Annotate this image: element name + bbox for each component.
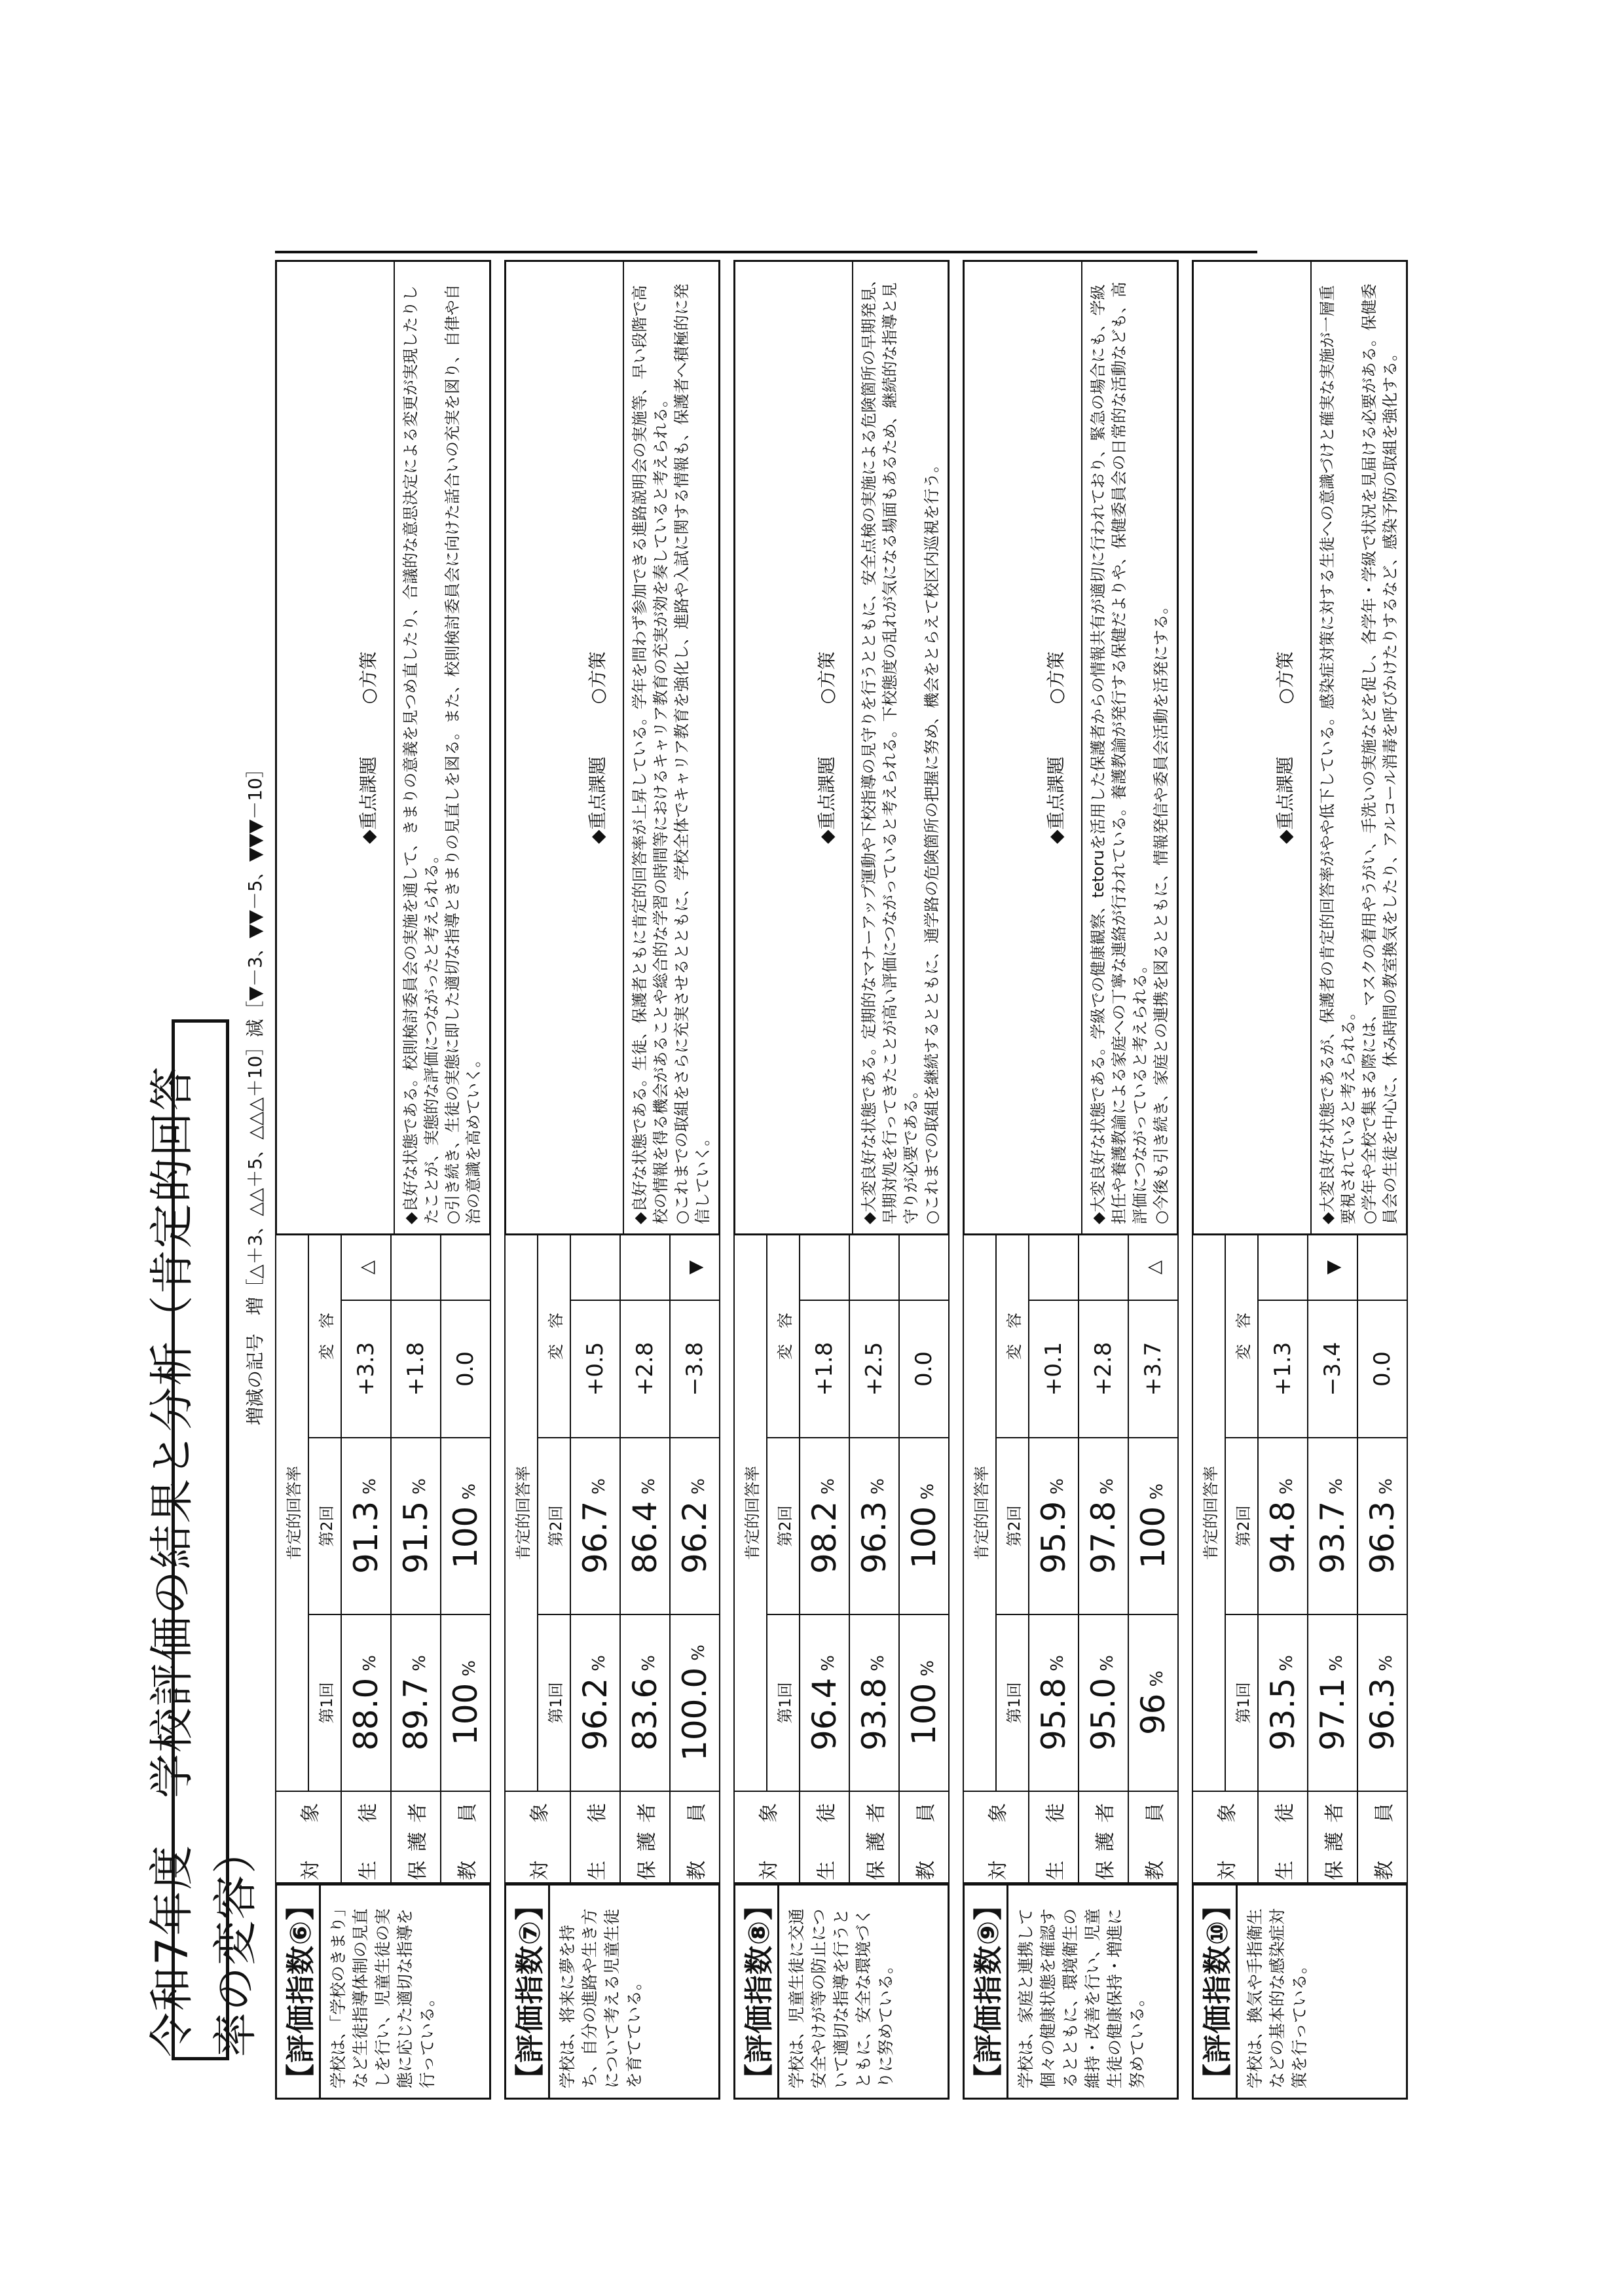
percent-unit: % xyxy=(1098,1478,1117,1495)
rate-row xyxy=(391,1235,441,1883)
evaluation-section xyxy=(504,260,720,2100)
change-symbol xyxy=(391,1235,441,1300)
change-value: +3.3 xyxy=(341,1300,391,1438)
round1-header: 第1回 xyxy=(1225,1614,1258,1791)
change-symbol xyxy=(1029,1235,1079,1300)
round1-value: 95.0 xyxy=(1084,1677,1122,1751)
percent-unit: % xyxy=(410,1654,430,1671)
plans-label: ○方策 xyxy=(1274,651,1296,704)
round2-value: 100 xyxy=(1134,1506,1172,1569)
percent-unit: % xyxy=(1277,1478,1297,1495)
change-header: 変 容 xyxy=(538,1235,570,1438)
percent-unit: % xyxy=(918,1483,938,1500)
target-cell: 保護者 xyxy=(1308,1791,1357,1883)
analysis-panel xyxy=(733,260,950,1235)
evaluation-section xyxy=(1192,260,1408,2100)
percent-unit: % xyxy=(819,1654,838,1671)
analysis-body xyxy=(853,262,948,1233)
target-cell: 生 徒 xyxy=(1029,1791,1079,1883)
rate-row xyxy=(341,1235,391,1883)
percent-unit: % xyxy=(639,1654,659,1671)
issues-label: ◆重点課題 xyxy=(358,756,379,844)
analysis-issue: ◆良好な状態である。生徒、保護者ともに肯定的回答率が上昇している。学年を問わず参加できる進路説明会の実施等、早い段階で高校の情報を得る機会があることや総合的な学習の時間等におけるキャリア教育の充実が効を奏していると考えられる。 xyxy=(631,285,670,1224)
percent-unit: % xyxy=(1327,1654,1346,1671)
percent-unit: % xyxy=(918,1660,938,1677)
rate-row xyxy=(1029,1235,1079,1883)
section-description: 学校は、将来に夢を持ち、自分の進路や生き方について考える児童生徒を育てている。 xyxy=(550,1884,720,2100)
round1-value: 93.5 xyxy=(1264,1677,1302,1751)
round2-cell xyxy=(620,1438,670,1614)
section-description: 学校は、換気や手指衛生などの基本的な感染症対策を行っている。 xyxy=(1238,1884,1408,2100)
target-cell: 教 員 xyxy=(670,1791,720,1883)
round1-value: 96 xyxy=(1134,1693,1172,1736)
target-header: 対 象 xyxy=(1192,1791,1258,1883)
change-symbol: ▼ xyxy=(670,1235,720,1300)
percent-unit: % xyxy=(819,1478,838,1495)
round2-value: 96.3 xyxy=(1363,1501,1401,1575)
change-value: +2.8 xyxy=(1079,1300,1128,1438)
rate-header: 肯定的回答率 xyxy=(505,1235,538,1791)
analysis-header xyxy=(277,262,395,1233)
analysis-header xyxy=(506,262,624,1233)
section-heading: 【評価指数⑩】 xyxy=(1192,1884,1238,2100)
rate-row xyxy=(1258,1235,1308,1883)
round1-cell xyxy=(570,1614,620,1791)
round1-cell xyxy=(800,1614,849,1791)
page-title: 令和7年度 学校評価の結果と分析（肯定的回答率の変容） xyxy=(172,1019,229,2060)
round1-value: 96.4 xyxy=(805,1677,843,1751)
percent-unit: % xyxy=(1147,1483,1167,1500)
percent-unit: % xyxy=(1376,1478,1396,1495)
analysis-panel xyxy=(504,260,720,1235)
issues-label: ◆重点課題 xyxy=(587,756,608,844)
section-heading: 【評価指数⑦】 xyxy=(504,1884,550,2100)
round1-header: 第1回 xyxy=(996,1614,1029,1791)
round1-value: 89.7 xyxy=(397,1677,435,1751)
change-header: 変 容 xyxy=(767,1235,800,1438)
analysis-issue: ◆良好な状態である。校則検討委員会の実施を通して、きまりの意義を見つめ直したり、合議的な意思決定による変更が実現したりしたことが、実態的な評価につながったと考えられる。 xyxy=(401,285,441,1224)
percent-unit: % xyxy=(1327,1478,1346,1495)
percent-unit: % xyxy=(1277,1654,1297,1671)
section-heading: 【評価指数⑨】 xyxy=(963,1884,1008,2100)
percent-unit: % xyxy=(639,1478,659,1495)
percent-unit: % xyxy=(589,1478,609,1495)
target-cell: 教 員 xyxy=(899,1791,949,1883)
round2-value: 91.5 xyxy=(397,1501,435,1575)
target-cell: 保護者 xyxy=(391,1791,441,1883)
analysis-panel xyxy=(1192,260,1408,1235)
rate-row xyxy=(570,1235,620,1883)
percent-unit: % xyxy=(689,1478,709,1495)
analysis-issue: ◆大変良好な状態である。定期的なマナーアップ運動や下校指導の見守りを行うとともに、安全点検の実施による危険箇所の早期発見、早期対処を行ってきたことが高い評価につながっていると考えられる。下校態度の乱れが気になる場面もあるため、継続的な指導と見守りが必要である。 xyxy=(860,271,920,1224)
round2-value: 96.7 xyxy=(576,1501,614,1575)
change-value: −3.4 xyxy=(1308,1300,1357,1438)
round1-value: 96.2 xyxy=(576,1677,614,1751)
round1-value: 100 xyxy=(447,1683,485,1746)
change-symbol-legend: 増減の記号 増［△＋3、△△＋5、△△△＋10］減［▼－3、▼▼－5、▼▼▼－10］ xyxy=(244,759,266,1425)
analysis-body xyxy=(1312,262,1406,1233)
round1-value: 97.1 xyxy=(1314,1677,1352,1751)
target-cell: 生 徒 xyxy=(341,1791,391,1883)
round2-value: 93.7 xyxy=(1314,1501,1352,1575)
target-cell: 保護者 xyxy=(849,1791,899,1883)
percent-unit: % xyxy=(1147,1670,1167,1687)
change-symbol xyxy=(849,1235,899,1300)
section-description: 学校は、「学校のきまり」など生徒指導体制の見直しを行い、児童生徒の実態に応じた適切な指導を行っている。 xyxy=(321,1884,491,2100)
change-value: +1.8 xyxy=(391,1300,441,1438)
analysis-header xyxy=(1194,262,1312,1233)
round1-cell xyxy=(670,1614,720,1791)
change-symbol xyxy=(1079,1235,1128,1300)
round1-cell xyxy=(391,1614,441,1791)
round2-cell xyxy=(441,1438,490,1614)
round2-value: 100 xyxy=(905,1506,943,1569)
rate-table xyxy=(504,1234,720,1884)
round2-cell xyxy=(1029,1438,1079,1614)
change-value: −3.8 xyxy=(670,1300,720,1438)
round1-cell xyxy=(899,1614,949,1791)
percent-unit: % xyxy=(1048,1654,1067,1671)
target-header: 対 象 xyxy=(963,1791,1029,1883)
round2-cell xyxy=(800,1438,849,1614)
rate-row xyxy=(1128,1235,1178,1883)
round2-value: 97.8 xyxy=(1084,1501,1122,1575)
round2-cell xyxy=(670,1438,720,1614)
round2-value: 96.2 xyxy=(676,1501,714,1575)
round2-cell xyxy=(1357,1438,1407,1614)
round2-cell xyxy=(570,1438,620,1614)
round2-value: 95.9 xyxy=(1035,1501,1073,1575)
round1-value: 100.0 xyxy=(676,1667,714,1761)
target-header: 対 象 xyxy=(505,1791,570,1883)
rate-header: 肯定的回答率 xyxy=(734,1235,767,1791)
target-cell: 生 徒 xyxy=(1258,1791,1308,1883)
rate-row xyxy=(1308,1235,1357,1883)
rate-row xyxy=(800,1235,849,1883)
round2-value: 94.8 xyxy=(1264,1501,1302,1575)
round1-value: 83.6 xyxy=(626,1677,664,1751)
round1-cell xyxy=(341,1614,391,1791)
change-symbol: ▼ xyxy=(1308,1235,1357,1300)
percent-unit: % xyxy=(460,1660,479,1677)
round1-cell xyxy=(849,1614,899,1791)
round1-cell xyxy=(1128,1614,1178,1791)
round2-cell xyxy=(899,1438,949,1614)
percent-unit: % xyxy=(868,1654,888,1671)
target-header: 対 象 xyxy=(276,1791,341,1883)
analysis-plan: ○これまでの取組を継続するとともに、通学路の危険箇所の把握に努め、機会をとらえて校区内巡視を行う。 xyxy=(923,457,941,1224)
change-symbol xyxy=(1357,1235,1407,1300)
round2-cell xyxy=(849,1438,899,1614)
evaluation-section xyxy=(733,260,950,2100)
change-symbol xyxy=(570,1235,620,1300)
analysis-plan: ○引き続き、生徒の実態に即した適切な指導ときまりの見直しを図る。また、校則検討委員会に向けた話合いの充実を図り、自律や自治の意識を高めていく。 xyxy=(443,284,483,1224)
section-description: 学校は、児童生徒に交通安全やけが等の防止について適切な指導を行うとともに、安全な環境づくりに努めている。 xyxy=(779,1884,950,2100)
rate-table xyxy=(963,1234,1179,1884)
target-header: 対 象 xyxy=(734,1791,800,1883)
round1-header: 第1回 xyxy=(308,1614,341,1791)
analysis-panel xyxy=(963,260,1179,1235)
change-header: 変 容 xyxy=(308,1235,341,1438)
percent-unit: % xyxy=(360,1654,380,1671)
percent-unit: % xyxy=(410,1478,430,1495)
round2-cell xyxy=(1258,1438,1308,1614)
round2-header: 第2回 xyxy=(1225,1438,1258,1614)
plans-label: ○方策 xyxy=(1045,651,1067,704)
section-heading: 【評価指数⑥】 xyxy=(275,1884,321,2100)
percent-unit: % xyxy=(1376,1654,1396,1671)
plans-label: ○方策 xyxy=(358,651,379,704)
round1-header: 第1回 xyxy=(538,1614,570,1791)
plans-label: ○方策 xyxy=(587,651,608,704)
change-header: 変 容 xyxy=(1225,1235,1258,1438)
rate-table xyxy=(275,1234,491,1884)
change-value: 0.0 xyxy=(1357,1300,1407,1438)
rate-table xyxy=(733,1234,950,1884)
change-value: 0.0 xyxy=(441,1300,490,1438)
evaluation-section xyxy=(963,260,1179,2100)
round1-cell xyxy=(1258,1614,1308,1791)
round1-cell xyxy=(1357,1614,1407,1791)
plans-label: ○方策 xyxy=(816,651,838,704)
change-value: +3.7 xyxy=(1128,1300,1178,1438)
round1-value: 93.8 xyxy=(855,1677,893,1751)
rate-header: 肯定的回答率 xyxy=(1192,1235,1225,1791)
round2-header: 第2回 xyxy=(308,1438,341,1614)
round2-cell xyxy=(1079,1438,1128,1614)
round2-header: 第2回 xyxy=(996,1438,1029,1614)
analysis-header xyxy=(735,262,853,1233)
percent-unit: % xyxy=(1098,1654,1117,1671)
analysis-body xyxy=(1082,262,1177,1233)
round2-value: 86.4 xyxy=(626,1501,664,1575)
change-symbol xyxy=(620,1235,670,1300)
change-header: 変 容 xyxy=(996,1235,1029,1438)
round1-value: 95.8 xyxy=(1035,1677,1073,1751)
section-description: 学校は、家庭と連携して個々の健康状態を確認するとともに、環境衛生の維持・改善を行い、児童生徒の健康保持・増進に努めている。 xyxy=(1008,1884,1179,2100)
change-symbol xyxy=(899,1235,949,1300)
issues-label: ◆重点課題 xyxy=(1274,756,1296,844)
round1-cell xyxy=(441,1614,490,1791)
round2-cell xyxy=(1128,1438,1178,1614)
analysis-issue: ◆大変良好な状態である。学級での健康観察、tetoruを活用した保護者からの情報共有が適切に行われており、緊急の場合にも、学級担任や養護教諭による家庭への丁寧な連絡が行われている。養護教諭が発行する保健だよりや、保健委員会の日常的な活動なども、高評価につながっていると考えられる。 xyxy=(1089,282,1149,1224)
target-cell: 教 員 xyxy=(1357,1791,1407,1883)
round1-header: 第1回 xyxy=(767,1614,800,1791)
change-value: +1.3 xyxy=(1258,1300,1308,1438)
change-value: +0.5 xyxy=(570,1300,620,1438)
round2-value: 96.3 xyxy=(855,1501,893,1575)
percent-unit: % xyxy=(868,1478,888,1495)
round2-cell xyxy=(391,1438,441,1614)
round2-value: 98.2 xyxy=(805,1501,843,1575)
rate-row xyxy=(849,1235,899,1883)
round1-cell xyxy=(1029,1614,1079,1791)
change-symbol: △ xyxy=(1128,1235,1178,1300)
percent-unit: % xyxy=(689,1645,709,1661)
right-border-line xyxy=(275,251,1257,253)
analysis-panel xyxy=(275,260,491,1235)
round2-cell xyxy=(341,1438,391,1614)
analysis-plan: ○これまでの取組をさらに充実させるとともに、学校全体でキャリア教育を強化し、進路や入試に関する情報も、保護者へ積極的に発信していく。 xyxy=(673,283,712,1224)
rate-row xyxy=(670,1235,720,1883)
change-value: +2.5 xyxy=(849,1300,899,1438)
change-symbol: △ xyxy=(341,1235,391,1300)
round1-cell xyxy=(1079,1614,1128,1791)
rate-header: 肯定的回答率 xyxy=(963,1235,996,1791)
section-heading: 【評価指数⑧】 xyxy=(733,1884,779,2100)
rate-row xyxy=(441,1235,490,1883)
target-cell: 生 徒 xyxy=(570,1791,620,1883)
target-cell: 教 員 xyxy=(441,1791,490,1883)
change-value: +0.1 xyxy=(1029,1300,1079,1438)
analysis-body xyxy=(395,262,489,1233)
round1-cell xyxy=(620,1614,670,1791)
analysis-plan: ○今後も引き続き、家庭との連携を図るとともに、情報発信や委員会活動を活発にする。 xyxy=(1152,598,1170,1224)
change-symbol xyxy=(1258,1235,1308,1300)
round2-cell xyxy=(1308,1438,1357,1614)
evaluation-section xyxy=(275,260,491,2100)
analysis-plan: ○学年や全校で集まる際には、マスクの着用やうがい、手洗いの実施などを促し、各学年・学級で状況を見届ける必要がある。保健委員会の生徒を中心に、休み時間の教室換気をしたり、アルコール消毒を呼びかけたりするなど、感染予防の取組を強化する。 xyxy=(1360,283,1399,1224)
round2-header: 第2回 xyxy=(538,1438,570,1614)
analysis-body xyxy=(624,262,718,1233)
target-cell: 保護者 xyxy=(620,1791,670,1883)
change-value: 0.0 xyxy=(899,1300,949,1438)
rate-row xyxy=(1357,1235,1407,1883)
issues-label: ◆重点課題 xyxy=(816,756,838,844)
change-symbol xyxy=(441,1235,490,1300)
change-value: +1.8 xyxy=(800,1300,849,1438)
round2-value: 100 xyxy=(447,1506,485,1569)
rate-row xyxy=(620,1235,670,1883)
percent-unit: % xyxy=(460,1483,479,1500)
issues-label: ◆重点課題 xyxy=(1045,756,1067,844)
percent-unit: % xyxy=(1048,1478,1067,1495)
round2-header: 第2回 xyxy=(767,1438,800,1614)
round2-value: 91.3 xyxy=(347,1501,385,1575)
target-cell: 保護者 xyxy=(1079,1791,1128,1883)
percent-unit: % xyxy=(589,1654,609,1671)
percent-unit: % xyxy=(360,1478,380,1495)
round1-value: 100 xyxy=(905,1683,943,1746)
rate-row xyxy=(1079,1235,1128,1883)
round1-value: 88.0 xyxy=(347,1677,385,1751)
change-symbol xyxy=(800,1235,849,1300)
target-cell: 生 徒 xyxy=(800,1791,849,1883)
target-cell: 教 員 xyxy=(1128,1791,1178,1883)
rate-header: 肯定的回答率 xyxy=(276,1235,308,1791)
analysis-header xyxy=(965,262,1082,1233)
change-value: +2.8 xyxy=(620,1300,670,1438)
round1-value: 96.3 xyxy=(1363,1677,1401,1751)
round1-cell xyxy=(1308,1614,1357,1791)
rate-table xyxy=(1192,1234,1408,1884)
rate-row xyxy=(899,1235,949,1883)
analysis-issue: ◆大変良好な状態であるが、保護者の肯定的回答率がやや低下している。感染症対策に対する生徒への意識づけと確実な実施が一層重要視されていると考えられる。 xyxy=(1318,285,1357,1224)
